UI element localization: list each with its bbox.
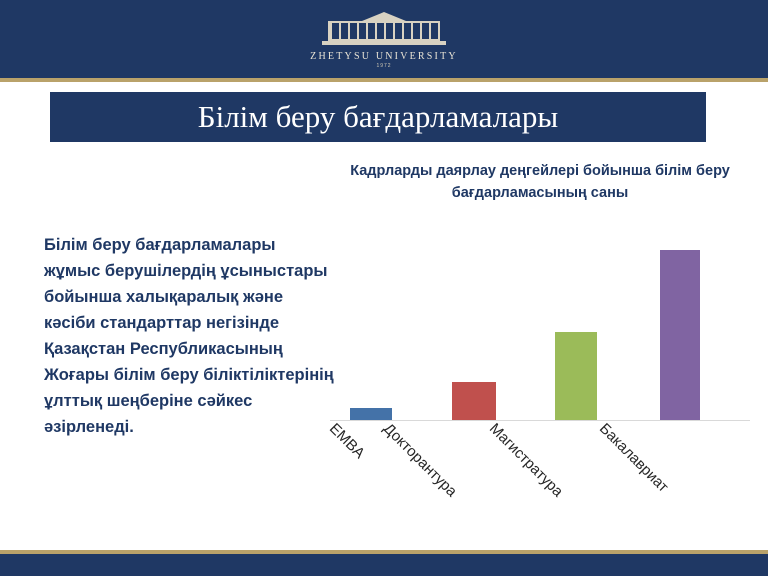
footer-band	[0, 554, 768, 576]
slide-body-text: Білім беру бағдарламалары жұмыс берушілердің ұсыныстары бойынша халықаралық және кәсіби стандарттар негізінде Қазақстан Республикасының Жоғары білім беру біліктіліктерінің ұлттық шеңберіне сәйкес әзірленеді.	[44, 236, 334, 436]
page-title: Білім беру бағдарламалары	[197, 99, 559, 134]
bar-bakalavriat	[660, 250, 700, 420]
bar-chart	[330, 220, 750, 420]
chart-title: Кадрларды даярлау деңгейлері бойынша білім беру бағдарламасының саны	[350, 163, 730, 201]
logo-wordmark: ZHETYSU UNIVERSITY	[310, 51, 458, 62]
slide-title-bar	[50, 92, 706, 142]
header-accent-rule	[0, 78, 768, 82]
category-label-magistratura: Магистратура	[485, 420, 567, 501]
logo-roof-shape	[362, 12, 406, 21]
category-label-doktorantura: Докторантура	[379, 420, 461, 501]
category-label-emba: EMBA	[325, 420, 369, 463]
bar-doktorantura	[452, 382, 496, 420]
logo-year: 1972	[376, 63, 392, 69]
university-building-icon	[320, 12, 448, 48]
university-logo	[309, 12, 459, 72]
logo-columns-shape	[328, 21, 440, 41]
category-label-bakalavriat: Бакалавриат	[595, 420, 672, 496]
chart-category-labels	[325, 420, 750, 530]
bar-emba	[350, 408, 392, 420]
logo-base-shape	[322, 41, 446, 45]
bar-magistratura	[555, 332, 597, 420]
